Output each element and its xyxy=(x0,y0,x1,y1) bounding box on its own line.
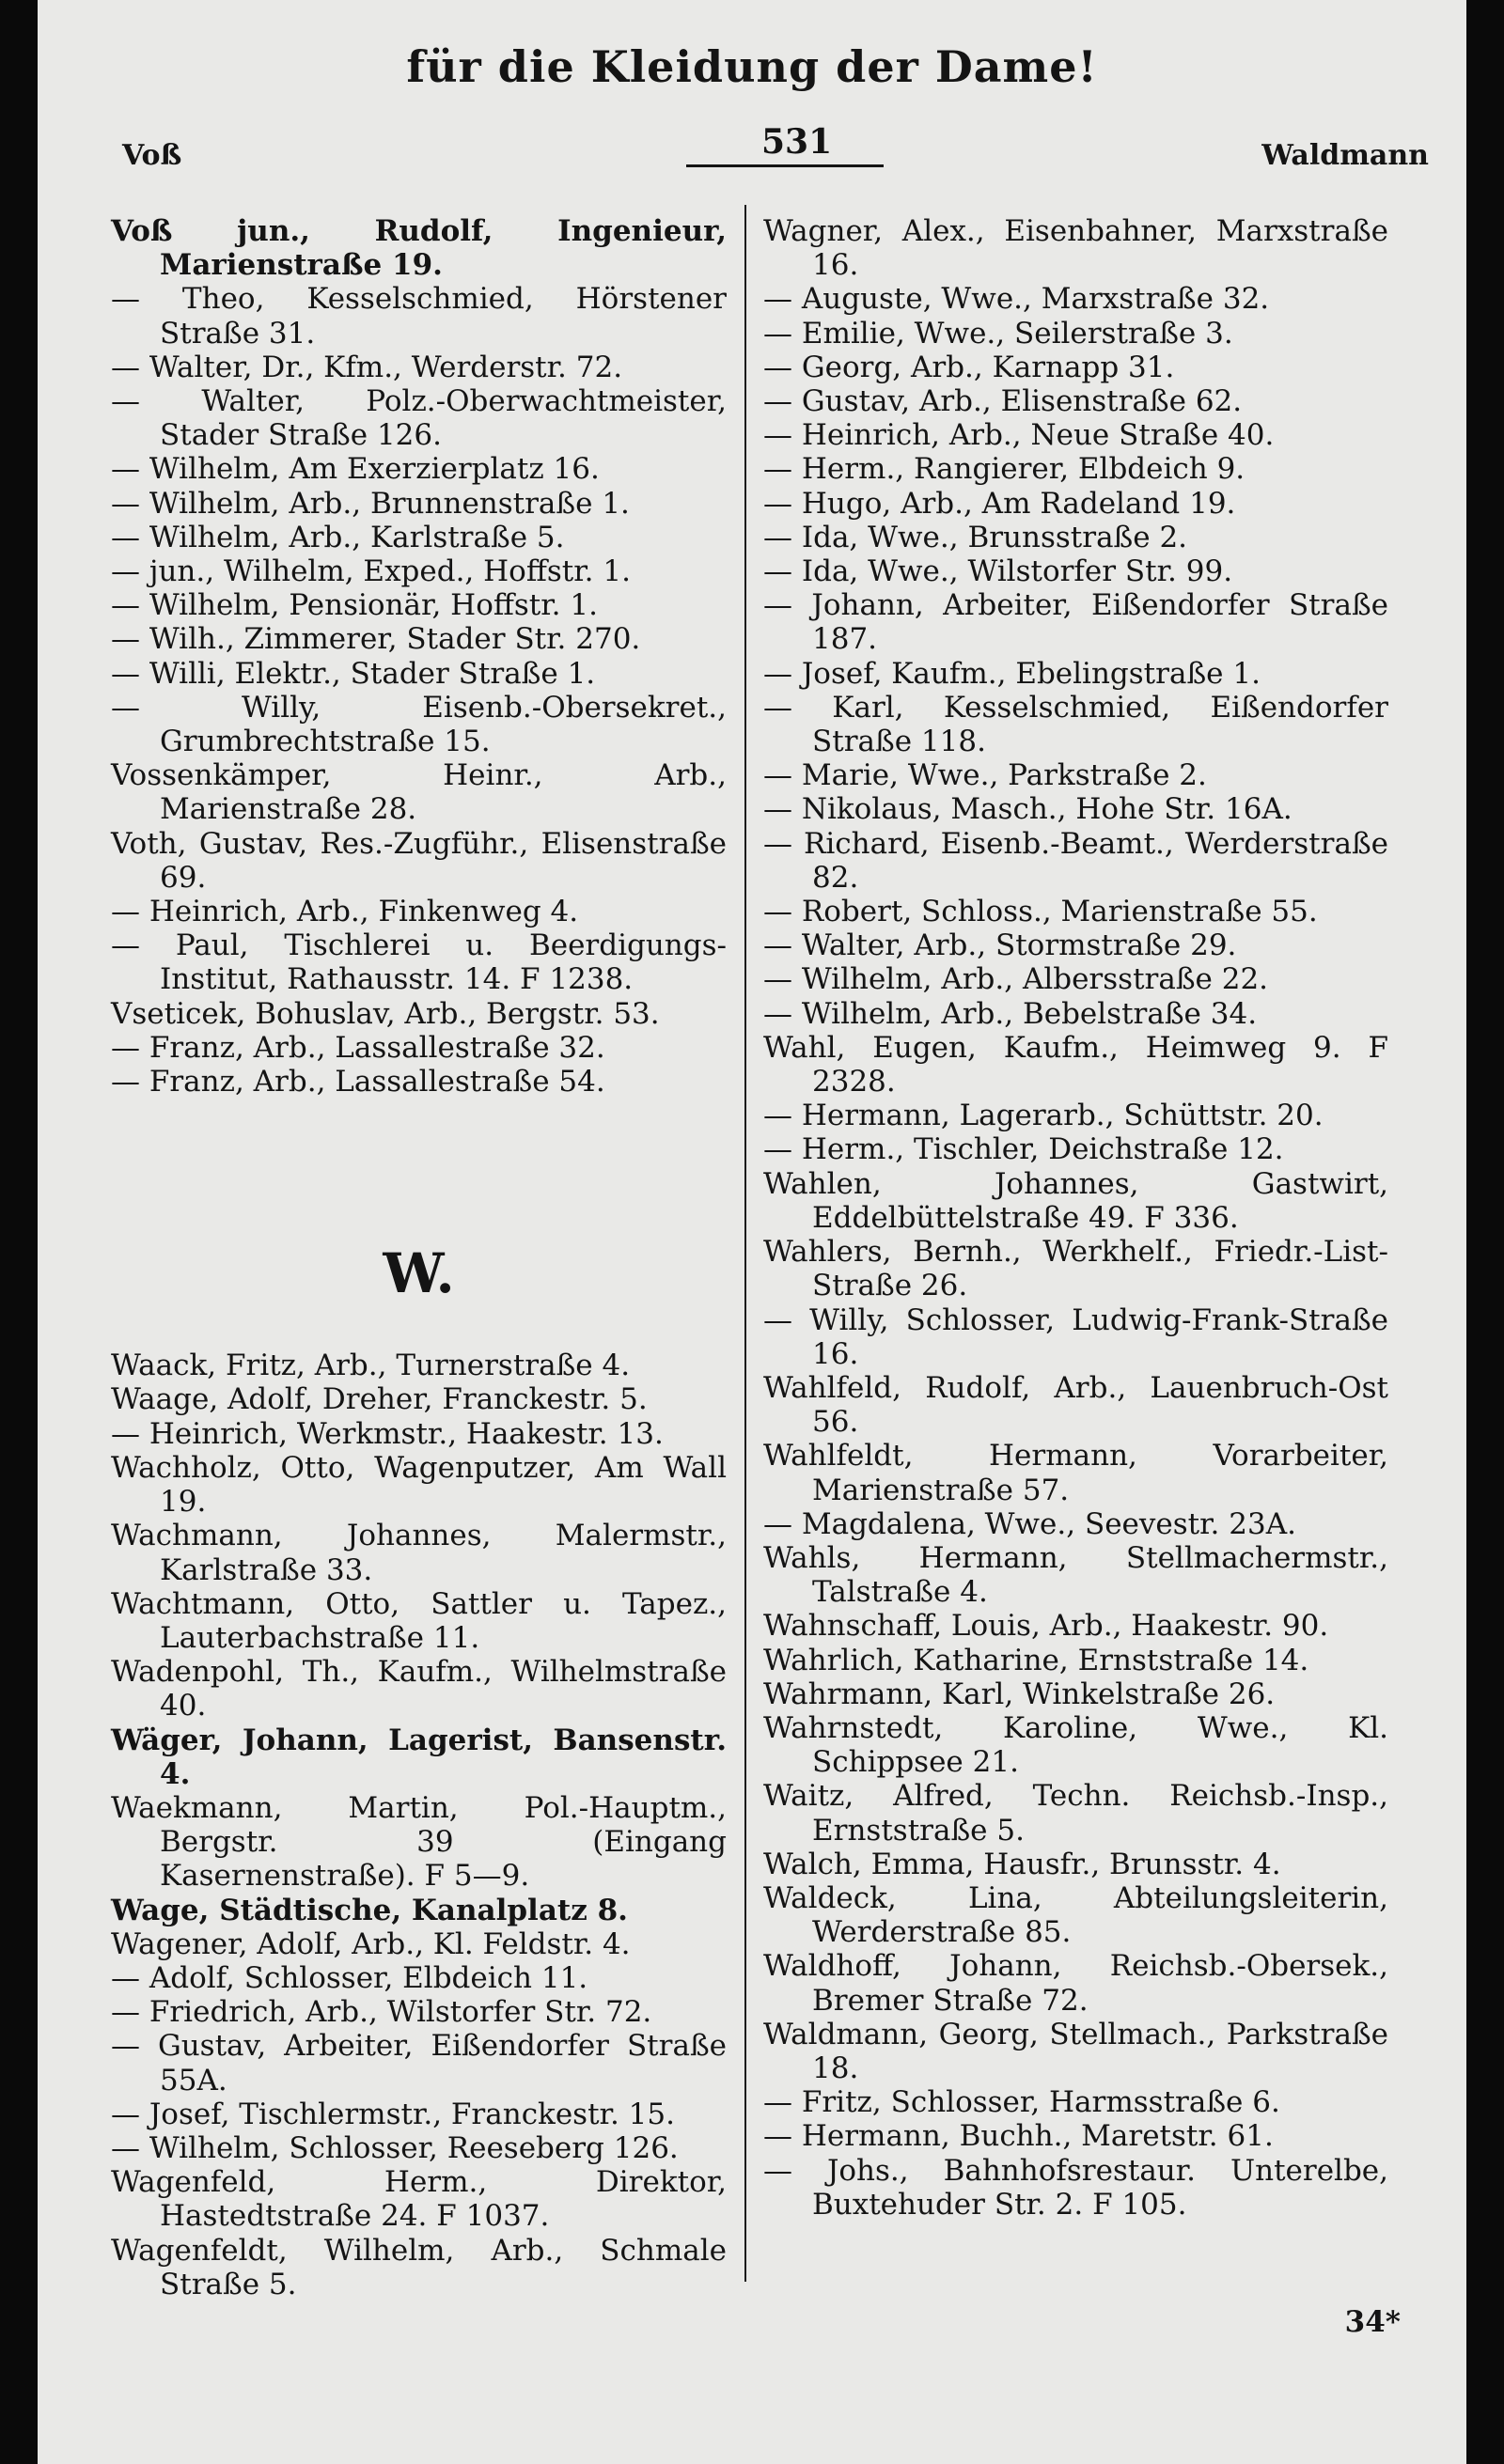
directory-entry: Wachmann, Johannes, Malermstr., Karlstraße 33. xyxy=(111,1519,727,1587)
directory-entry: — Ida, Wwe., Brunsstraße 2. xyxy=(763,520,1188,554)
directory-entry: — Franz, Arb., Lassallestraße 54. xyxy=(111,1065,605,1099)
directory-entry: — Emilie, Wwe., Seilerstraße 3. xyxy=(763,316,1233,351)
section-letter-heading: W. xyxy=(383,1241,455,1306)
directory-entry: — Robert, Schloss., Marienstraße 55. xyxy=(763,895,1318,929)
directory-entry: — Wilhelm, Arb., Karlstraße 5. xyxy=(111,520,565,554)
directory-entry: — Theo, Kesselschmied, Hörstener Straße 31. xyxy=(111,282,727,351)
directory-entry: Waldeck, Lina, Abteilungsleiterin, Werderstraße 85. xyxy=(763,1880,1388,1950)
directory-entry: — Gustav, Arbeiter, Eißendorfer Straße 55A. xyxy=(111,2029,727,2098)
directory-entry: — Franz, Arb., Lassallestraße 32. xyxy=(111,1030,605,1065)
directory-entry: Wagener, Adolf, Arb., Kl. Feldstr. 4. xyxy=(111,1926,631,1961)
directory-entry: — Gustav, Arb., Elisenstraße 62. xyxy=(763,384,1243,419)
left-entries-top xyxy=(111,214,727,1099)
directory-entry: — Walter, Dr., Kfm., Werderstr. 72. xyxy=(111,350,623,384)
directory-entry: — Richard, Eisenb.-Beamt., Werderstraße 82. xyxy=(763,826,1388,895)
directory-entry: — Herm., Rangierer, Elbdeich 9. xyxy=(763,452,1246,487)
directory-entry: Waekmann, Martin, Pol.-Hauptm., Bergstr. 39 (Eingang Kasernenstraße). F 5—9. xyxy=(111,1790,727,1894)
directory-entry: Wahlen, Johannes, Gastwirt, Eddelbüttelstraße 49. F 336. xyxy=(763,1166,1388,1235)
directory-entry: — Hermann, Buchh., Maretstr. 61. xyxy=(763,2119,1274,2154)
right-entries xyxy=(763,214,1388,2222)
directory-entry: — Auguste, Wwe., Marxstraße 32. xyxy=(763,282,1270,317)
directory-entry: — Willy, Eisenb.-Obersekret., Grumbrechtstraße 15. xyxy=(111,690,727,759)
directory-entry: — Wilh., Zimmerer, Stader Str. 270. xyxy=(111,622,641,657)
top-banner: für die Kleidung der Dame! xyxy=(406,41,1098,92)
directory-entry: Wage, Städtische, Kanalplatz 8. xyxy=(111,1893,628,1927)
directory-entry: Wäger, Johann, Lagerist, Bansenstr. 4. xyxy=(111,1723,727,1791)
directory-entry: Wagner, Alex., Eisenbahner, Marxstraße 16. xyxy=(763,214,1388,283)
directory-entry: — Willy, Schlosser, Ludwig-Frank-Straße 16. xyxy=(763,1302,1388,1371)
directory-entry: — Hugo, Arb., Am Radeland 19. xyxy=(763,486,1236,521)
directory-entry: Wadenpohl, Th., Kaufm., Wilhelmstraße 40. xyxy=(111,1655,727,1723)
directory-entry: — Wilhelm, Schlosser, Reeseberg 126. xyxy=(111,2130,679,2165)
directory-entry: — Wilhelm, Arb., Albersstraße 22. xyxy=(763,962,1269,997)
directory-entry: — Walter, Arb., Stormstraße 29. xyxy=(763,928,1237,963)
directory-entry: Voß jun., Rudolf, Ingenieur, Marienstraße 19. xyxy=(111,214,727,283)
directory-entry: — Heinrich, Arb., Finkenweg 4. xyxy=(111,895,579,929)
directory-entry: — Wilhelm, Arb., Brunnenstraße 1. xyxy=(111,486,630,521)
directory-entry: Wagenfeldt, Wilhelm, Arb., Schmale Straße 5. xyxy=(111,2233,727,2301)
directory-entry: Wahrlich, Katharine, Ernststraße 14. xyxy=(763,1643,1309,1677)
directory-entry: — Heinrich, Arb., Neue Straße 40. xyxy=(763,418,1275,453)
directory-entry: — Karl, Kesselschmied, Eißendorfer Straße 118. xyxy=(763,690,1388,759)
right-column xyxy=(763,214,1388,2222)
directory-entry: — Herm., Tischler, Deichstraße 12. xyxy=(763,1132,1284,1167)
directory-entry: — Johs., Bahnhofsrestaur. Unterelbe, Buxtehuder Str. 2. F 105. xyxy=(763,2153,1388,2222)
header-rule xyxy=(686,164,884,167)
directory-entry: — Marie, Wwe., Parkstraße 2. xyxy=(763,758,1207,793)
directory-entry: — Heinrich, Werkmstr., Haakestr. 13. xyxy=(111,1416,664,1451)
left-column xyxy=(111,214,727,2301)
directory-entry: Waldmann, Georg, Stellmach., Parkstraße 18. xyxy=(763,2017,1388,2085)
directory-entry: Wagenfeld, Herm., Direktor, Hastedtstraße 24. F 1037. xyxy=(111,2165,727,2234)
directory-entry: — Ida, Wwe., Wilstorfer Str. 99. xyxy=(763,554,1233,589)
directory-entry: Wahlers, Bernh., Werkhelf., Friedr.-List-Straße 26. xyxy=(763,1235,1388,1303)
directory-entry: — Johann, Arbeiter, Eißendorfer Straße 187. xyxy=(763,588,1388,657)
directory-entry: Wachtmann, Otto, Sattler u. Tapez., Lauterbachstraße 11. xyxy=(111,1586,727,1655)
directory-entry: — Wilhelm, Pensionär, Hoffstr. 1. xyxy=(111,588,598,623)
directory-entry: — Friedrich, Arb., Wilstorfer Str. 72. xyxy=(111,1995,652,2030)
directory-entry: — Wilhelm, Arb., Bebelstraße 34. xyxy=(763,996,1258,1031)
directory-entry: Wahlfeld, Rudolf, Arb., Lauenbruch-Ost 56. xyxy=(763,1370,1388,1440)
directory-entry: — Wilhelm, Am Exerzierplatz 16. xyxy=(111,452,600,487)
directory-entry: — Paul, Tischlerei u. Beerdigungs-Institut, Rathausstr. 14. F 1238. xyxy=(111,928,727,997)
page-header xyxy=(94,122,1429,179)
directory-entry: Wahlfeldt, Hermann, Vorarbeiter, Marienstraße 57. xyxy=(763,1439,1388,1507)
page-number: 531 xyxy=(761,122,833,162)
directory-page xyxy=(38,0,1466,2464)
header-right-keyword: Waldmann xyxy=(1261,139,1429,172)
directory-entry: — Josef, Tischlermstr., Franckestr. 15. xyxy=(111,2097,675,2131)
directory-entry: — Fritz, Schlosser, Harmsstraße 6. xyxy=(763,2085,1280,2120)
directory-entry: — jun., Wilhelm, Exped., Hoffstr. 1. xyxy=(111,554,631,589)
column-divider xyxy=(744,205,746,2282)
directory-entry: Waitz, Alfred, Techn. Reichsb.-Insp., Ernststraße 5. xyxy=(763,1779,1388,1848)
directory-entry: Wahnschaff, Louis, Arb., Haakestr. 90. xyxy=(763,1609,1329,1644)
directory-entry: — Hermann, Lagerarb., Schüttstr. 20. xyxy=(763,1099,1324,1133)
directory-entry: Wahl, Eugen, Kaufm., Heimweg 9. F 2328. xyxy=(763,1030,1388,1099)
directory-entry: Wachholz, Otto, Wagenputzer, Am Wall 19. xyxy=(111,1450,727,1520)
signature-mark: 34* xyxy=(1344,2305,1401,2339)
directory-entry: — Georg, Arb., Karnapp 31. xyxy=(763,350,1175,384)
directory-entry: Wahrnstedt, Karoline, Wwe., Kl. Schippsee 21. xyxy=(763,1710,1388,1780)
directory-entry: — Adolf, Schlosser, Elbdeich 11. xyxy=(111,1960,588,1995)
directory-entry: Voth, Gustav, Res.-Zugführ., Elisenstraße 69. xyxy=(111,826,727,895)
directory-entry: — Magdalena, Wwe., Seevestr. 23A. xyxy=(763,1506,1296,1541)
directory-entry: Vossenkämper, Heinr., Arb., Marienstraße 28. xyxy=(111,758,727,827)
directory-entry: — Walter, Polz.-Oberwachtmeister, Stader Straße 126. xyxy=(111,384,727,453)
directory-entry: Waage, Adolf, Dreher, Franckestr. 5. xyxy=(111,1382,648,1417)
directory-entry: Vseticek, Bohuslav, Arb., Bergstr. 53. xyxy=(111,996,660,1031)
directory-entry: Waack, Fritz, Arb., Turnerstraße 4. xyxy=(111,1349,631,1383)
directory-entry: — Willi, Elektr., Stader Straße 1. xyxy=(111,656,596,691)
directory-entry: Walch, Emma, Hausfr., Brunsstr. 4. xyxy=(763,1847,1281,1881)
header-left-keyword: Voß xyxy=(122,139,182,172)
directory-entry: Wahrmann, Karl, Winkelstraße 26. xyxy=(763,1676,1276,1711)
directory-entry: — Nikolaus, Masch., Hohe Str. 16A. xyxy=(763,792,1292,827)
directory-entry: Wahls, Hermann, Stellmachermstr., Talstraße 4. xyxy=(763,1540,1388,1610)
left-entries-bottom xyxy=(111,1349,727,2301)
directory-entry: Waldhoff, Johann, Reichsb.-Obersek., Bremer Straße 72. xyxy=(763,1949,1388,2018)
directory-entry: — Josef, Kaufm., Ebelingstraße 1. xyxy=(763,656,1261,691)
